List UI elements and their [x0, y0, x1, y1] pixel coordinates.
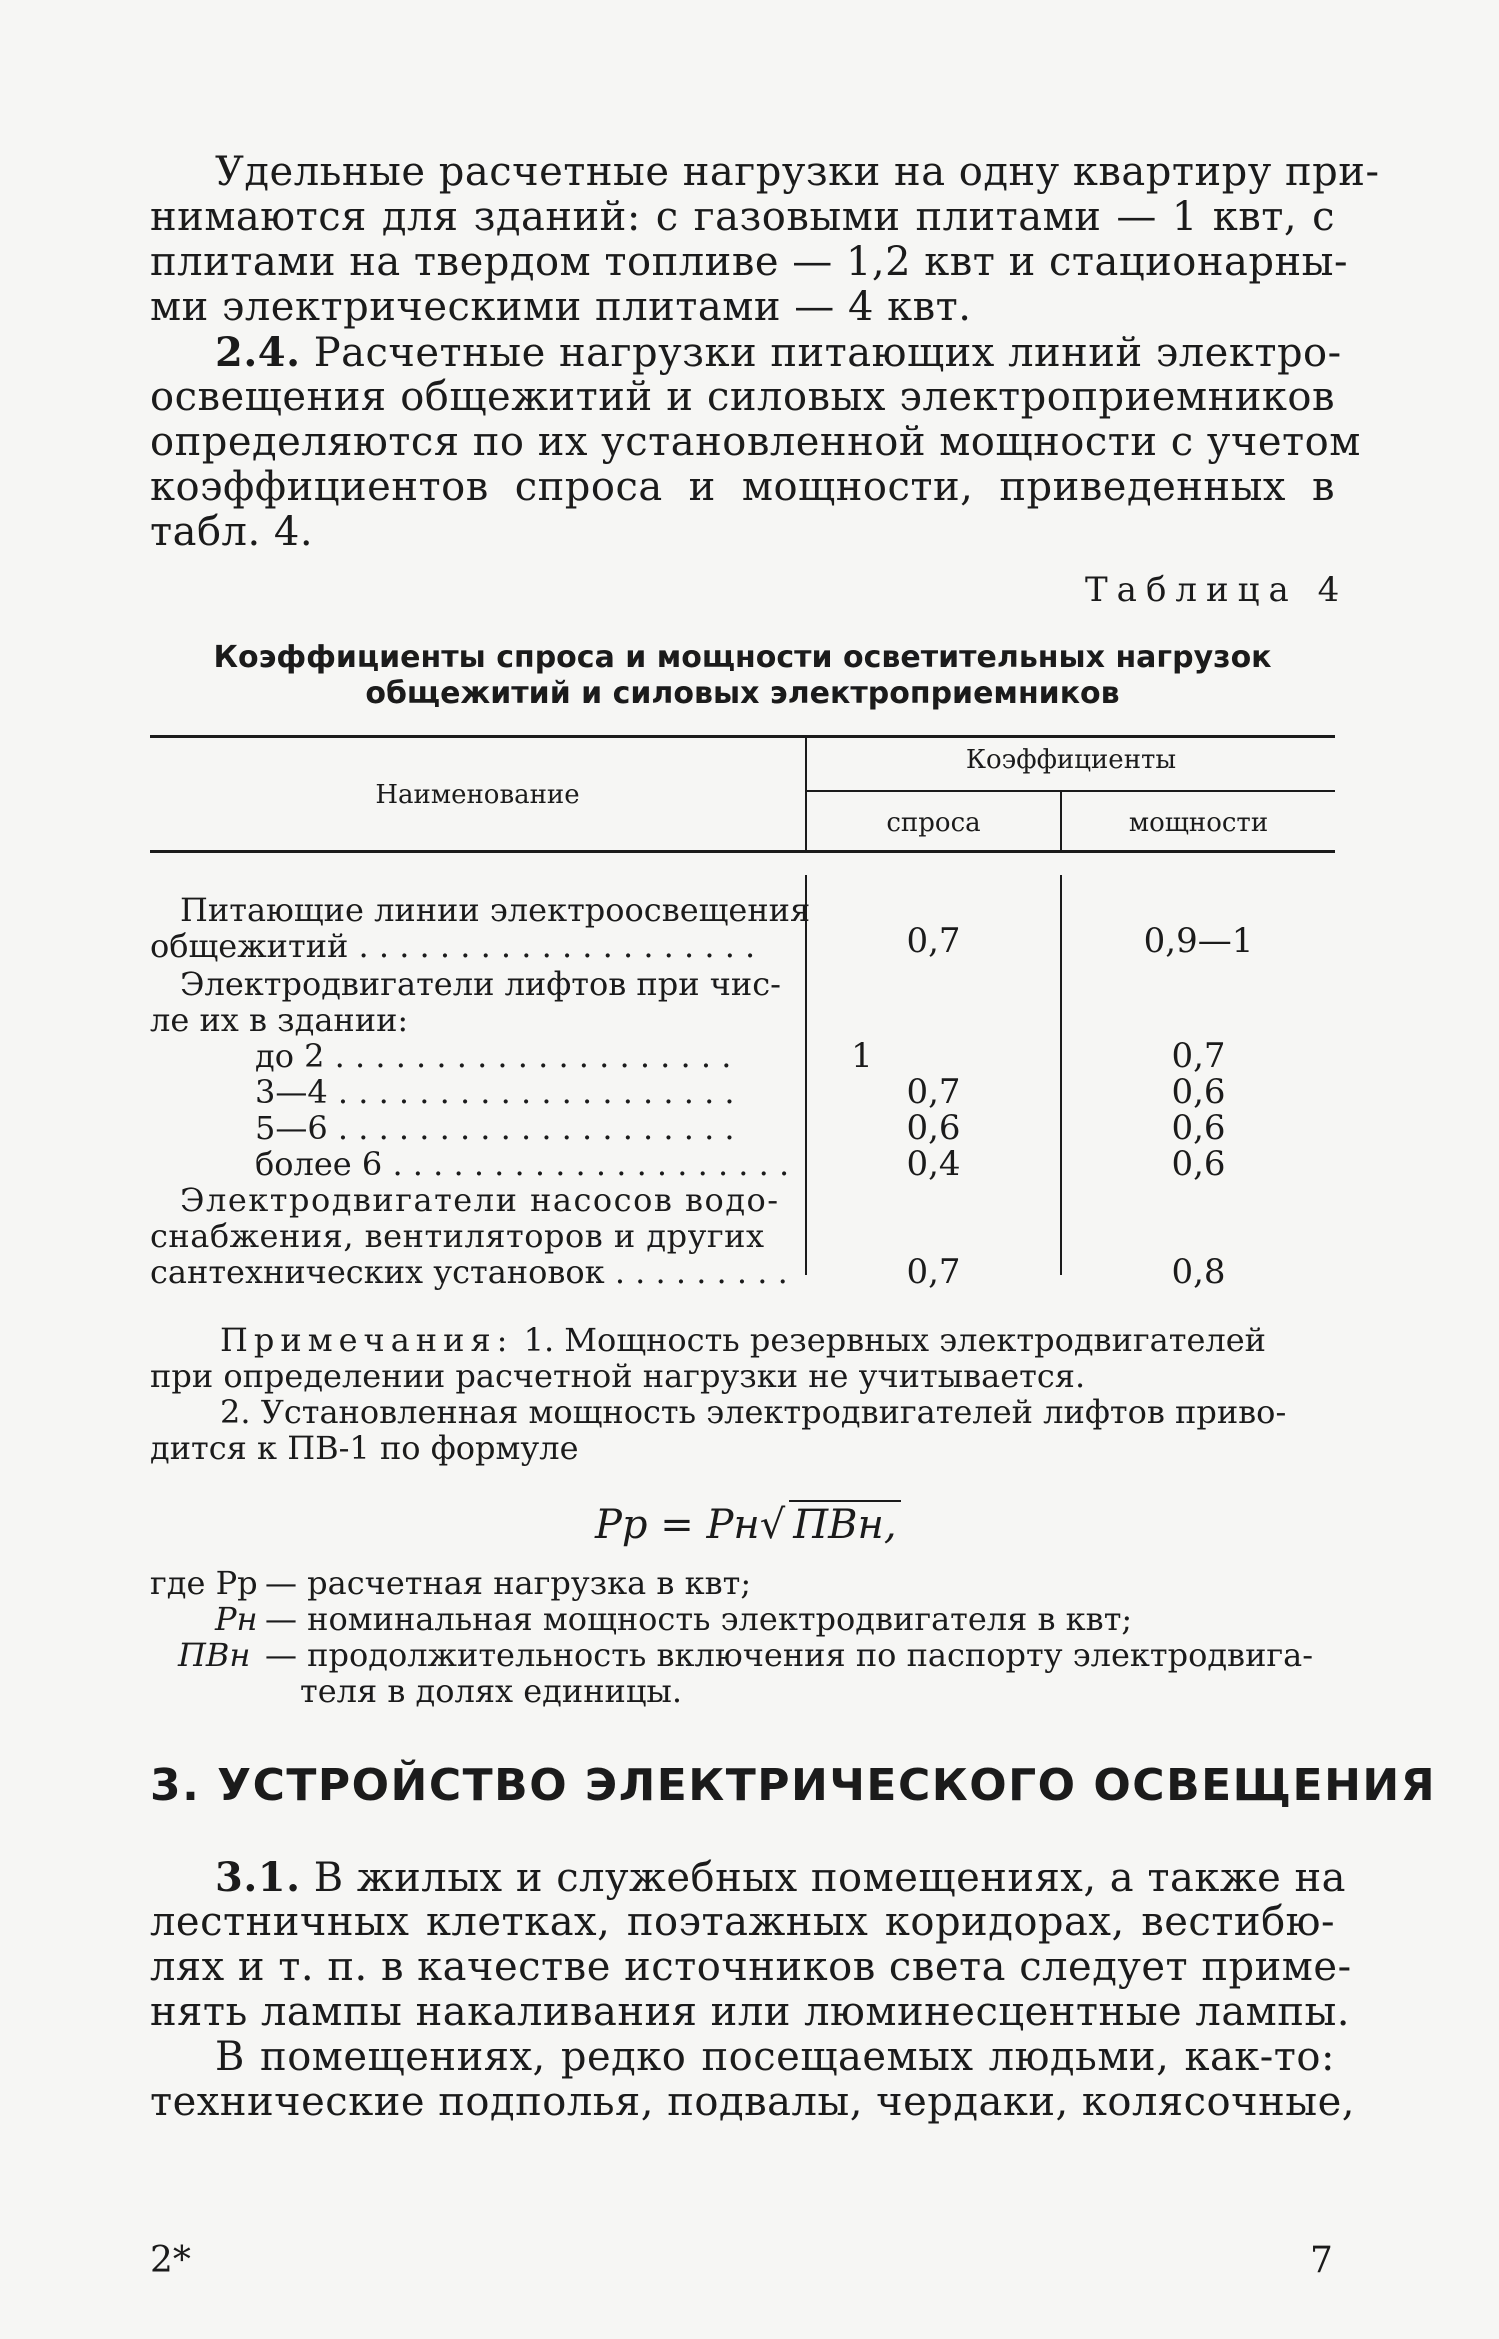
table-cell-demand: 0,7: [906, 921, 961, 961]
text-line: плитами на твердом топливе — 1,2 квт и стационарны-: [150, 239, 1348, 285]
clause-number: 3.1.: [215, 1854, 301, 1901]
text-line: лях и т. п. в качестве источников света следует приме-: [150, 1944, 1352, 1990]
table-row-name: Электродвигатели лифтов при чис-: [180, 965, 781, 1003]
table-row-name: сантехнических установок . . .: [150, 1254, 790, 1290]
note-2-cont: дится к ПВ-1 по формуле: [150, 1429, 579, 1467]
table-row-name: 5—6 . . .: [255, 1110, 790, 1146]
text-line: коэффициентов спроса и мощности, приведенных в: [150, 464, 1335, 510]
legend-symbol: Pн: [215, 1600, 258, 1638]
text-line: 2.4. Расчетные нагрузки питающих линий электро-: [215, 329, 1342, 376]
table-title: Коэффициенты спроса и мощности осветительных нагрузок общежитий и силовых электроприемников: [213, 640, 1272, 711]
header-sub-rule: [807, 790, 1335, 792]
legend-symbol: где Pр: [150, 1564, 258, 1602]
note-1: Примечания: 1. Мощность резервных электродвигателей: [220, 1321, 1266, 1359]
text-line: нять лампы накаливания или люминесцентные лампы.: [150, 1989, 1350, 2035]
table-cell-power: 0,6: [1171, 1144, 1226, 1184]
legend-text: — расчетная нагрузка в квт;: [265, 1564, 752, 1602]
table-cell-demand: 0,7: [906, 1252, 961, 1292]
text-line: Удельные расчетные нагрузки на одну квартиру при-: [215, 149, 1380, 195]
table-cell-power: 0,9—1: [1143, 921, 1254, 961]
section-heading: 3. УСТРОЙСТВО ЭЛЕКТРИЧЕСКОГО ОСВЕЩЕНИЯ: [150, 1760, 1437, 1811]
table-row-name: 3—4 . . .: [255, 1074, 790, 1110]
text-line: 3.1. В жилых и служебных помещениях, а также на: [215, 1854, 1347, 1901]
table-cell-power: 0,6: [1171, 1108, 1226, 1148]
page-number: 7: [1310, 2240, 1333, 2281]
text-line: технические подполья, подвалы, чердаки, колясочные,: [150, 2079, 1355, 2125]
signature-mark: 2*: [150, 2240, 191, 2281]
clause-number: 2.4.: [215, 329, 301, 376]
legend-text: — продолжительность включения по паспорту электродвига-: [265, 1636, 1314, 1674]
table-row-name: до 2 . . .: [255, 1038, 790, 1074]
table-cell-demand: 0,7: [906, 1072, 961, 1112]
table-cell-demand: 1: [851, 1036, 873, 1076]
legend-text: — номинальная мощность электродвигателя в квт;: [265, 1600, 1133, 1638]
table-cell-demand: 0,4: [906, 1144, 961, 1184]
note-1-cont: при определении расчетной нагрузки не учитывается.: [150, 1357, 1086, 1395]
legend-symbol: ПВн: [178, 1636, 251, 1674]
table-row-name: более 6 . . .: [255, 1146, 790, 1182]
text-line: освещения общежитий и силовых электроприемников: [150, 374, 1335, 420]
formula: Pр = Pн√ ПВн,: [595, 1500, 901, 1548]
legend-text: теля в долях единицы.: [300, 1672, 683, 1710]
intro-paragraph: [150, 149, 1380, 330]
header-coefficients: Коэффициенты: [965, 745, 1177, 775]
paragraph-2-4: [150, 329, 1361, 555]
header-power: мощности: [1128, 808, 1269, 838]
table-cell-power: 0,7: [1171, 1036, 1226, 1076]
table-row-name: снабжения, вентиляторов и других: [150, 1217, 765, 1255]
header-name: Наименование: [375, 780, 580, 810]
paragraph-3-1: [150, 1854, 1352, 2035]
text-line: лестничных клетках, поэтажных коридорах, вестибю-: [150, 1899, 1335, 1945]
paragraph-3-1-cont: [150, 2034, 1355, 2125]
table-row-name: общежитий . . .: [150, 928, 790, 964]
table-cell-power: 0,8: [1171, 1252, 1226, 1292]
text-line: нимаются для зданий: с газовыми плитами — 1 квт, с: [150, 194, 1335, 240]
text-line: табл. 4.: [150, 509, 314, 555]
table-top-rule: [150, 735, 1335, 738]
table-row-name: Питающие линии электроосвещения: [180, 891, 811, 929]
text-line: определяются по их установленной мощности с учетом: [150, 419, 1361, 465]
text-line: ми электрическими плитами — 4 квт.: [150, 284, 972, 330]
note-2: 2. Установленная мощность электродвигателей лифтов приво-: [220, 1393, 1287, 1431]
table-cell-power: 0,6: [1171, 1072, 1226, 1112]
header-demand: спроса: [886, 808, 981, 838]
header-bottom-rule: [150, 850, 1335, 853]
table-row-name: ле их в здании:: [150, 1001, 409, 1039]
table-label: Таблица 4: [1085, 570, 1349, 610]
table-row-name: Электродвигатели насосов водо-: [180, 1181, 780, 1219]
text-line: В помещениях, редко посещаемых людьми, как-то:: [215, 2034, 1335, 2080]
table-cell-demand: 0,6: [906, 1108, 961, 1148]
